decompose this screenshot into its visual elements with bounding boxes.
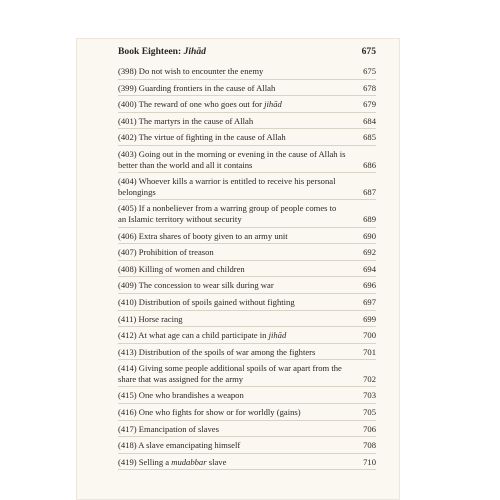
entry-divider bbox=[118, 453, 376, 454]
toc-entry-page: 684 bbox=[363, 115, 376, 126]
toc-entry-title: (419) Selling a mudabbar slave bbox=[118, 456, 227, 467]
entry-divider bbox=[118, 199, 376, 200]
toc-entry-title: (416) One who fights for show or for worldly (gains) bbox=[118, 407, 301, 418]
toc-entry bbox=[118, 440, 376, 451]
entry-divider bbox=[118, 343, 376, 344]
table-of-contents bbox=[118, 46, 376, 473]
entry-divider bbox=[118, 276, 376, 277]
toc-entry-page: 708 bbox=[363, 440, 376, 451]
toc-entry bbox=[118, 99, 376, 110]
toc-entry-page: 705 bbox=[363, 407, 376, 418]
toc-entry bbox=[118, 363, 376, 384]
toc-entry-page: 703 bbox=[363, 390, 376, 401]
toc-entry-title: (411) Horse racing bbox=[118, 313, 183, 324]
entry-divider bbox=[118, 243, 376, 244]
entry-divider bbox=[118, 420, 376, 421]
toc-entry-page: 700 bbox=[363, 330, 376, 341]
toc-entry-title: (405) If a nonbeliever from a warring group of people comes to an Islamic territory without security bbox=[118, 203, 337, 224]
toc-entry bbox=[118, 176, 376, 197]
entry-divider bbox=[118, 145, 376, 146]
toc-entry-page: 678 bbox=[363, 82, 376, 93]
toc-entry bbox=[118, 297, 376, 308]
toc-entry-page: 690 bbox=[363, 230, 376, 241]
toc-entry-title: (410) Distribution of spoils gained without fighting bbox=[118, 296, 295, 307]
entry-divider bbox=[118, 95, 376, 96]
toc-entry-title: (402) The virtue of fighting in the cause of Allah bbox=[118, 132, 286, 143]
entry-divider bbox=[118, 326, 376, 327]
toc-entry-page: 689 bbox=[363, 213, 376, 224]
toc-entry-title: (418) A slave emancipating himself bbox=[118, 440, 241, 451]
entry-divider bbox=[118, 112, 376, 113]
entry-divider bbox=[118, 310, 376, 311]
toc-entry-page: 701 bbox=[363, 346, 376, 357]
entry-divider bbox=[118, 403, 376, 404]
entry-divider bbox=[118, 359, 376, 360]
entry-divider bbox=[118, 227, 376, 228]
toc-entry-title: (413) Distribution of the spoils of war among the fighters bbox=[118, 346, 316, 357]
toc-entry-italic: jihād bbox=[264, 99, 282, 110]
entry-divider bbox=[118, 79, 376, 80]
toc-entry-page: 706 bbox=[363, 423, 376, 434]
toc-entry-page: 679 bbox=[363, 99, 376, 110]
toc-entry-title: (406) Extra shares of booty given to an army unit bbox=[118, 230, 288, 241]
toc-entry-title: (415) One who brandishes a weapon bbox=[118, 390, 244, 401]
toc-entry-page: 675 bbox=[363, 66, 376, 76]
toc-entry-page: 710 bbox=[363, 456, 376, 467]
toc-entry bbox=[118, 280, 376, 291]
toc-entry-title: (414) Giving some people additional spoils of war apart from the share that was assigned for the army bbox=[118, 363, 342, 384]
toc-entry bbox=[118, 149, 376, 170]
toc-entry-title: (401) The martyrs in the cause of Allah bbox=[118, 115, 254, 126]
toc-entry bbox=[118, 314, 376, 325]
toc-entry bbox=[118, 132, 376, 143]
toc-entry-page: 696 bbox=[363, 280, 376, 291]
toc-entry bbox=[118, 203, 376, 224]
toc-entry bbox=[118, 66, 376, 77]
toc-entry-title: (407) Prohibition of treason bbox=[118, 247, 214, 258]
toc-entry-title: (398) Do not wish to encounter the enemy bbox=[118, 66, 264, 76]
toc-entry-page: 699 bbox=[363, 313, 376, 324]
toc-entry bbox=[118, 116, 376, 127]
toc-entry-title: (412) At what age can a child participate in jihād bbox=[118, 330, 287, 341]
toc-entry-page: 694 bbox=[363, 263, 376, 274]
toc-entry-page: 702 bbox=[363, 373, 376, 384]
toc-entry-page: 692 bbox=[363, 247, 376, 258]
toc-entries bbox=[118, 66, 376, 470]
entry-divider bbox=[118, 293, 376, 294]
toc-entry-title: (408) Killing of women and children bbox=[118, 263, 245, 274]
toc-entry bbox=[118, 83, 376, 94]
entry-divider bbox=[118, 128, 376, 129]
entry-divider bbox=[118, 469, 376, 470]
toc-entry-title: (417) Emancipation of slaves bbox=[118, 423, 219, 434]
toc-entry bbox=[118, 231, 376, 242]
toc-heading bbox=[118, 46, 376, 58]
toc-entry-page: 697 bbox=[363, 296, 376, 307]
entry-divider bbox=[118, 172, 376, 173]
toc-entry-title: (399) Guarding frontiers in the cause of Allah bbox=[118, 82, 276, 93]
toc-heading-italic: Jihād bbox=[183, 46, 206, 57]
toc-entry bbox=[118, 330, 376, 341]
toc-entry-title: (409) The concession to wear silk during war bbox=[118, 280, 274, 291]
toc-entry bbox=[118, 407, 376, 418]
toc-entry bbox=[118, 247, 376, 258]
toc-entry-title: (404) Whoever kills a warrior is entitled to receive his personal belongings bbox=[118, 176, 336, 197]
entry-divider bbox=[118, 436, 376, 437]
toc-entry-title: (403) Going out in the morning or evening in the cause of Allah is better than the world and all it contains bbox=[118, 148, 346, 170]
toc-entry bbox=[118, 457, 376, 468]
toc-entry bbox=[118, 390, 376, 401]
toc-entry-page: 686 bbox=[363, 159, 376, 170]
toc-heading-title: Book Eighteen: Jihād bbox=[118, 46, 206, 57]
toc-entry-italic: mudabbar bbox=[171, 456, 207, 467]
toc-entry bbox=[118, 424, 376, 435]
toc-entry-title: (400) The reward of one who goes out for jihād bbox=[118, 99, 282, 110]
toc-heading-page: 675 bbox=[361, 46, 376, 57]
toc-entry-page: 687 bbox=[363, 186, 376, 197]
toc-entry bbox=[118, 347, 376, 358]
toc-entry-page: 685 bbox=[363, 132, 376, 143]
book-page bbox=[76, 38, 400, 500]
toc-entry bbox=[118, 264, 376, 275]
toc-entry-italic: jihād bbox=[268, 330, 287, 341]
entry-divider bbox=[118, 386, 376, 387]
entry-divider bbox=[118, 260, 376, 261]
